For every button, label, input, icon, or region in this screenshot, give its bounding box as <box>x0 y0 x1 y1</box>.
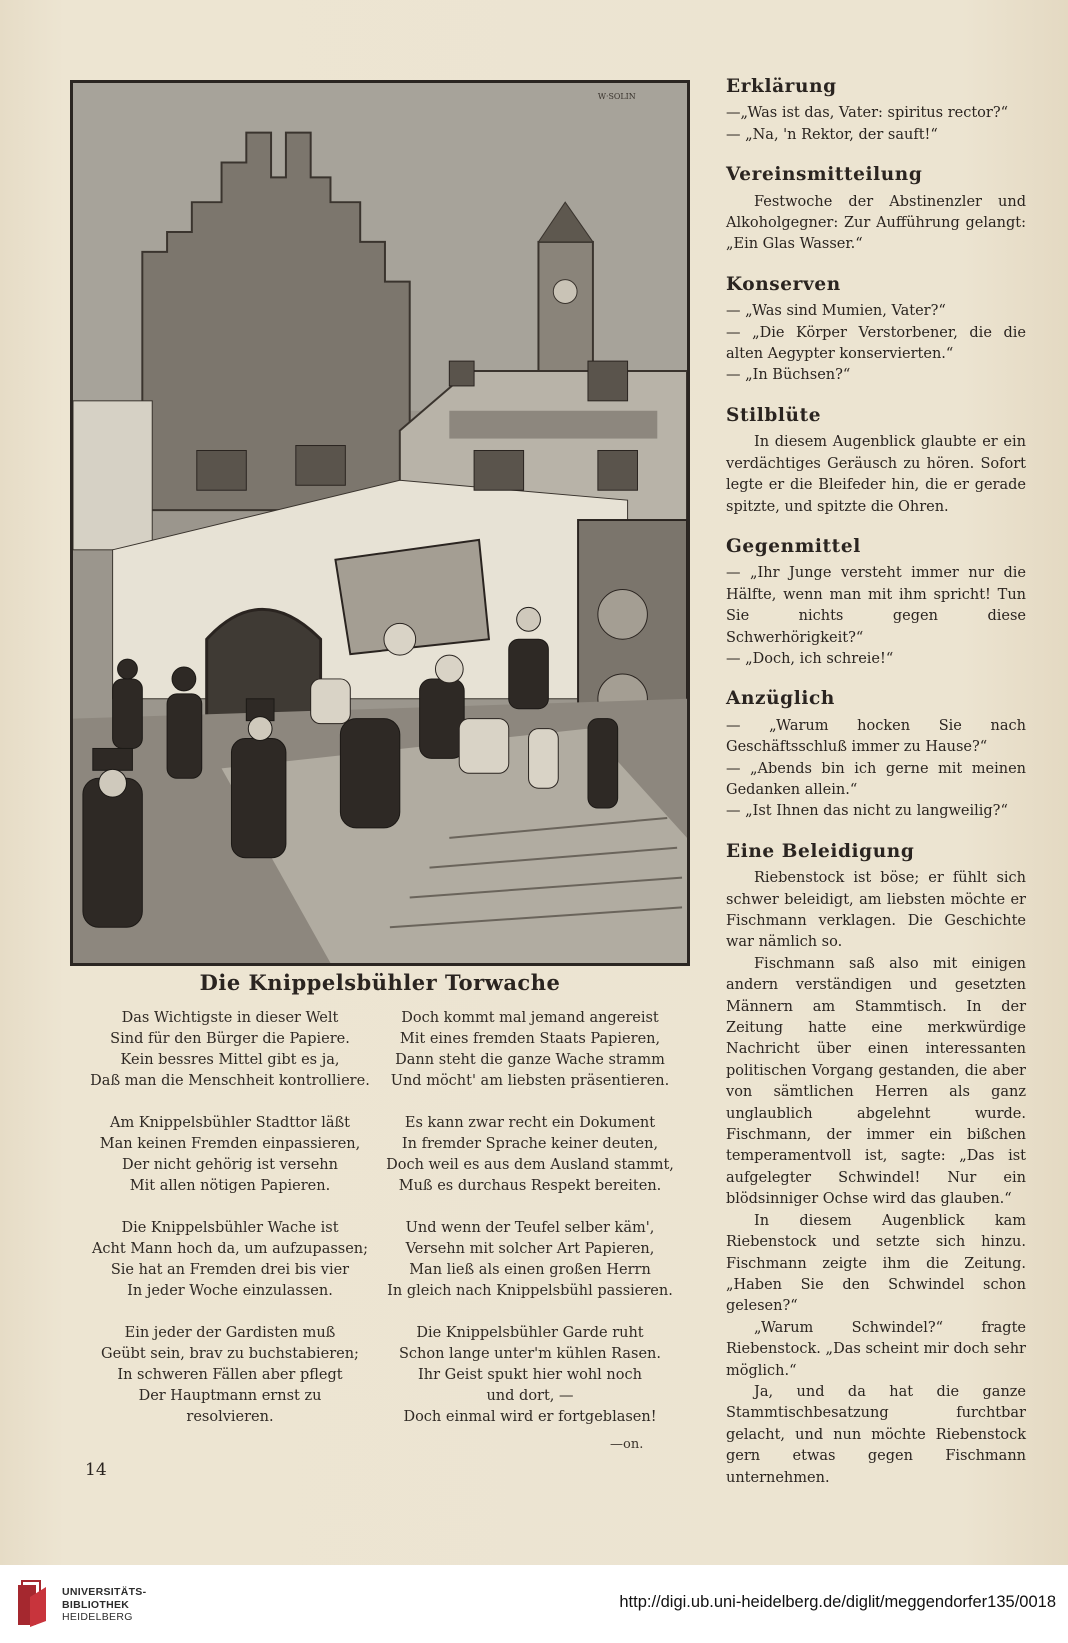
dialogue-line: — „Ihr Junge versteht immer nur die Hälfte, wenn man mit ihm spricht! Tun Sie nichts gegen diese Schwerhörigkeit?“ <box>726 565 1026 646</box>
section-paragraph: Fischmann saß also mit einigen andern verständigen und gesetzten Männern am Stammtisch. In der Zeitung hatte eine merkwürdige Nachricht über einen interessanten politischen Vorgang gestanden, die aber von sämtlichen Herren als ganz unglaublich abgelehnt wurde. Fischmann, der immer ein bißchen temperamentvoll ist, sagte: „Das ist aufgelegter Schwindel! Nur ein blödsinniger Ochse wird das glauben.“ <box>726 955 1026 1208</box>
poem-line: Acht Mann hoch da, um aufzupassen; <box>91 1241 369 1257</box>
poem-stanza <box>380 1008 680 1092</box>
poem-line: Dann steht die ganze Wache stramm <box>395 1052 665 1068</box>
section-paragraph: In diesem Augenblick kam Riebenstock und setzte sich hinzu. Fischmann zeigte ihm die Zeitung. „Haben Sie den Schwindel schon gelesen?“ <box>726 1212 1026 1315</box>
poem-line: Mit eines fremden Staats Papieren, <box>399 1031 661 1047</box>
poem-line: Sind für den Bürger die Papiere. <box>110 1031 350 1047</box>
dialogue-line: — „Doch, ich schreie!“ <box>726 650 894 667</box>
poem-line: Und möcht' am liebsten präsentieren. <box>390 1073 670 1089</box>
poem-line: Doch weil es aus dem Ausland stammt, <box>386 1157 674 1173</box>
poem-line: Geübt sein, brav zu buchstabieren; <box>101 1346 359 1362</box>
article-section <box>726 841 1026 1489</box>
poem-line: Daß man die Menschheit kontrolliere. <box>90 1073 370 1089</box>
poem-stanza <box>80 1323 380 1428</box>
poem-line: Man ließ als einen großen Herrn <box>409 1262 651 1278</box>
poem-line: Sie hat an Fremden drei bis vier <box>110 1262 350 1278</box>
section-paragraph: „Warum Schwindel?“ fragte Riebenstock. „Das scheint mir doch sehr möglich.“ <box>726 1319 1026 1379</box>
poem-right-column <box>380 1008 680 1449</box>
poem-line: Am Knippelsbühler Stadttor läßt <box>110 1115 350 1131</box>
dialogue-line: — „Abends bin ich gerne mit meinen Gedanken allein.“ <box>726 760 1026 798</box>
article-section <box>726 405 1026 518</box>
dialogue-line: —„Was ist das, Vater: spiritus rector?“ <box>726 105 1009 122</box>
illustration <box>70 80 690 966</box>
section-heading: Anzüglich <box>726 688 835 710</box>
poem-line: In schweren Fällen aber pflegt <box>117 1367 343 1383</box>
dialogue-line: — „Ist Ihnen das nicht zu langweilig?“ <box>726 803 1008 820</box>
section-paragraph: In diesem Augenblick glaubte er ein verdächtiges Geräusch zu hören. Sofort legte er die Bleifeder hin, die er gerade spitzte, und spitzte die Ohren. <box>726 434 1026 515</box>
poem-line: resolvieren. <box>186 1409 274 1425</box>
poem-line: Doch kommt mal jemand angereist <box>401 1010 659 1026</box>
poem-stanza <box>380 1218 680 1302</box>
section-heading: Eine Beleidigung <box>726 840 915 862</box>
poem-stanza <box>80 1113 380 1197</box>
section-heading: Konserven <box>726 273 841 295</box>
article-section <box>726 274 1026 387</box>
library-name-line-3: HEIDELBERG <box>62 1611 133 1623</box>
university-library-logo-icon <box>12 1577 54 1631</box>
footer-bar <box>0 1565 1068 1643</box>
dialogue-line: — „Die Körper Verstorbener, die die alten Aegypter konservierten.“ <box>726 324 1026 363</box>
poem-line: und dort, — <box>486 1388 574 1404</box>
dialogue-line: — „Warum hocken Sie nach Geschäftsschluß immer zu Hause?“ <box>726 717 1026 756</box>
poem-line: Und wenn der Teufel selber käm', <box>405 1220 655 1236</box>
artist-mark: W·SOLIN <box>597 91 636 101</box>
poem-stanza <box>80 1008 380 1092</box>
poem-line: Der Hauptmann ernst zu <box>138 1388 322 1404</box>
library-name-line-1: UNIVERSITÄTS- <box>62 1586 147 1598</box>
illustration-title: Die Knippelsbühler Torwache <box>199 970 561 995</box>
section-heading: Stilblüte <box>726 404 822 426</box>
right-column <box>726 76 1026 1507</box>
poem-line: In jeder Woche einzulassen. <box>127 1283 333 1299</box>
article-section <box>726 536 1026 670</box>
page-number: 14 <box>85 1460 107 1480</box>
poem-stanza <box>380 1113 680 1197</box>
article-section <box>726 164 1026 256</box>
poem-left-column <box>80 1008 380 1449</box>
poem-line: Schon lange unter'm kühlen Rasen. <box>398 1346 662 1362</box>
poem-line: Die Knippelsbühler Wache ist <box>121 1220 339 1236</box>
poem-line: Man keinen Fremden einpassieren, <box>99 1136 361 1152</box>
poem-line: Muß es durchaus Respekt bereiten. <box>398 1178 662 1194</box>
poem-line: Ein jeder der Gardisten muß <box>124 1325 336 1341</box>
poem-line: Doch einmal wird er fortgeblasen! <box>403 1409 657 1425</box>
poem-line: Das Wichtigste in dieser Welt <box>121 1010 339 1026</box>
section-paragraph: Riebenstock ist böse; er fühlt sich schwer beleidigt, am liebsten möchte er Fischmann verklagen. Die Geschichte war nämlich so. <box>726 870 1026 951</box>
library-name <box>62 1586 146 1624</box>
poem-line: Kein bessres Mittel gibt es ja, <box>120 1052 340 1068</box>
poem-line: In gleich nach Knippelsbühl passieren. <box>387 1283 673 1299</box>
poem-line: Mit allen nötigen Papieren. <box>129 1178 331 1194</box>
article-section <box>726 688 1026 822</box>
poem-line: Der nicht gehörig ist versehn <box>122 1157 338 1173</box>
poem-stanza <box>80 1218 380 1302</box>
dialogue-line: — „In Büchsen?“ <box>726 367 851 384</box>
dialogue-line: — „Na, 'n Rektor, der sauft!“ <box>726 126 938 143</box>
poem-line: In fremder Sprache keiner deuten, <box>401 1136 659 1152</box>
poem-stanza <box>380 1323 680 1428</box>
section-paragraph: Festwoche der Abstinenzler und Alkoholgegner: Zur Aufführung gelangt: „Ein Glas Wasser.“ <box>726 193 1026 253</box>
poem-signature: —on. <box>610 1437 644 1452</box>
town-gate-illustration <box>73 83 687 963</box>
section-paragraph: Ja, und da hat die ganze Stammtischbesatzung furchtbar gelacht, und nun möchte Riebenstock gern etwas gegen Fischmann unternehmen. <box>726 1383 1026 1486</box>
poem-line: Versehn mit solcher Art Papieren, <box>405 1241 655 1257</box>
article-section <box>726 76 1026 146</box>
section-heading: Erklärung <box>726 76 837 97</box>
dialogue-line: — „Was sind Mumien, Vater?“ <box>726 303 946 320</box>
poem-line: Ihr Geist spukt hier wohl noch <box>418 1367 642 1383</box>
source-url-link[interactable]: http://digi.ub.uni-heidelberg.de/diglit/meggendorfer135/0018 <box>619 1593 1056 1611</box>
section-heading: Vereinsmitteilung <box>726 164 923 186</box>
poem-line: Es kann zwar recht ein Dokument <box>404 1115 656 1131</box>
section-heading: Gegenmittel <box>726 535 861 557</box>
library-name-line-2: BIBLIOTHEK <box>62 1598 130 1611</box>
poem-line: Die Knippelsbühler Garde ruht <box>416 1325 644 1341</box>
